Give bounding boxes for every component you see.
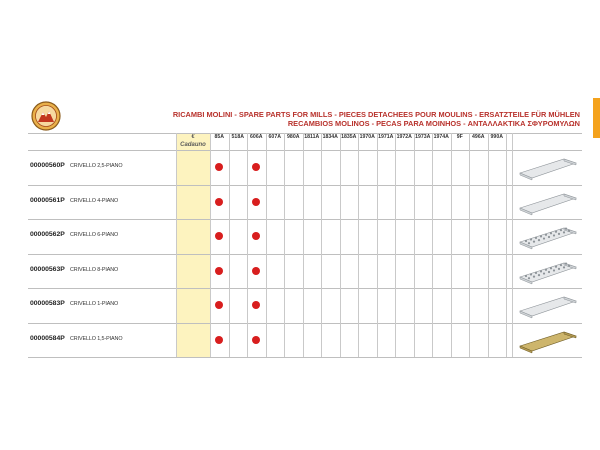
column-rule: [247, 133, 248, 357]
part-description: CRIVELLO 1-PIANO: [70, 301, 119, 308]
row-rule: [28, 323, 582, 324]
column-rule: [506, 133, 507, 357]
part-code: 00000583P: [30, 300, 65, 308]
column-rule: [451, 133, 452, 357]
compatibility-dot: [252, 336, 260, 344]
page-title-line2: RECAMBIOS MOLINOS - PECAS PARA MOINHOS - ΑΝΤΑΛΛΑΚΤΙΚΑ ΣΦΥΡΟΜΥΛΩΝ: [287, 119, 580, 128]
column-header: 1835A: [341, 134, 357, 140]
euro-symbol: €: [191, 134, 195, 140]
part-description: CRIVELLO 1,5-PIANO: [70, 335, 123, 342]
column-header: 1811A: [304, 134, 320, 140]
sieve-image-icon: [518, 291, 578, 319]
compatibility-dot: [215, 198, 223, 206]
column-rule: [512, 133, 513, 357]
part-description: CRIVELLO 4-PIANO: [70, 197, 119, 204]
header-bottom-rule: [28, 150, 582, 151]
compatibility-dot: [215, 232, 223, 240]
column-rule: [432, 133, 433, 357]
column-header: 9F: [456, 134, 463, 140]
column-rule: [321, 133, 322, 357]
compatibility-dot: [215, 336, 223, 344]
price-unit-label: Cadauno: [180, 142, 206, 148]
column-header: 980A: [287, 134, 300, 140]
column-rule: [488, 133, 489, 357]
column-rule: [284, 133, 285, 357]
column-header: 1974A: [433, 134, 449, 140]
column-header: 606A: [250, 134, 263, 140]
page-title-line1: RICAMBI MOLINI - SPARE PARTS FOR MILLS - PIECES DETACHEES POUR MOULINS - ERSATZTEILE FÜR MÜHLEN: [172, 110, 580, 119]
row-rule: [28, 357, 582, 358]
column-header: 1834A: [322, 134, 338, 140]
column-rule: [176, 133, 177, 357]
compatibility-dot: [252, 198, 260, 206]
compatibility-dot: [252, 301, 260, 309]
sieve-image-icon: [518, 222, 578, 250]
part-code: 00000562P: [30, 231, 65, 239]
row-rule: [28, 185, 582, 186]
column-rule: [303, 133, 304, 357]
part-code: 00000561P: [30, 196, 65, 204]
column-rule: [340, 133, 341, 357]
column-header: 990A: [490, 134, 503, 140]
part-description: CRIVELLO 2,5-PIANO: [70, 163, 123, 170]
column-header: 518A: [231, 134, 244, 140]
part-description: CRIVELLO 8-PIANO: [70, 266, 119, 273]
part-code: 00000563P: [30, 265, 65, 273]
row-rule: [28, 219, 582, 220]
sieve-image-icon: [518, 153, 578, 181]
sieve-image-icon: [518, 326, 578, 354]
compatibility-dot: [252, 232, 260, 240]
column-rule: [229, 133, 230, 357]
column-rule: [395, 133, 396, 357]
column-header: 607A: [268, 134, 281, 140]
column-rule: [266, 133, 267, 357]
column-header: 1972A: [396, 134, 412, 140]
column-rule: [469, 133, 470, 357]
column-header: 496A: [472, 134, 485, 140]
compatibility-dot: [252, 267, 260, 275]
part-description: CRIVELLO 6-PIANO: [70, 232, 119, 239]
column-header: 1970A: [359, 134, 375, 140]
sieve-image-icon: [518, 257, 578, 285]
column-header: 1971A: [378, 134, 394, 140]
column-rule: [414, 133, 415, 357]
column-rule: [377, 133, 378, 357]
compatibility-dot: [215, 163, 223, 171]
compatibility-dot: [215, 267, 223, 275]
column-header: 1973A: [415, 134, 431, 140]
row-rule: [28, 288, 582, 289]
column-rule: [210, 133, 211, 357]
sieve-image-icon: [518, 188, 578, 216]
compatibility-dot: [252, 163, 260, 171]
part-code: 00000584P: [30, 334, 65, 342]
part-code: 00000560P: [30, 162, 65, 170]
compatibility-dot: [215, 301, 223, 309]
row-rule: [28, 254, 582, 255]
column-rule: [358, 133, 359, 357]
column-header: 85A: [214, 134, 225, 140]
